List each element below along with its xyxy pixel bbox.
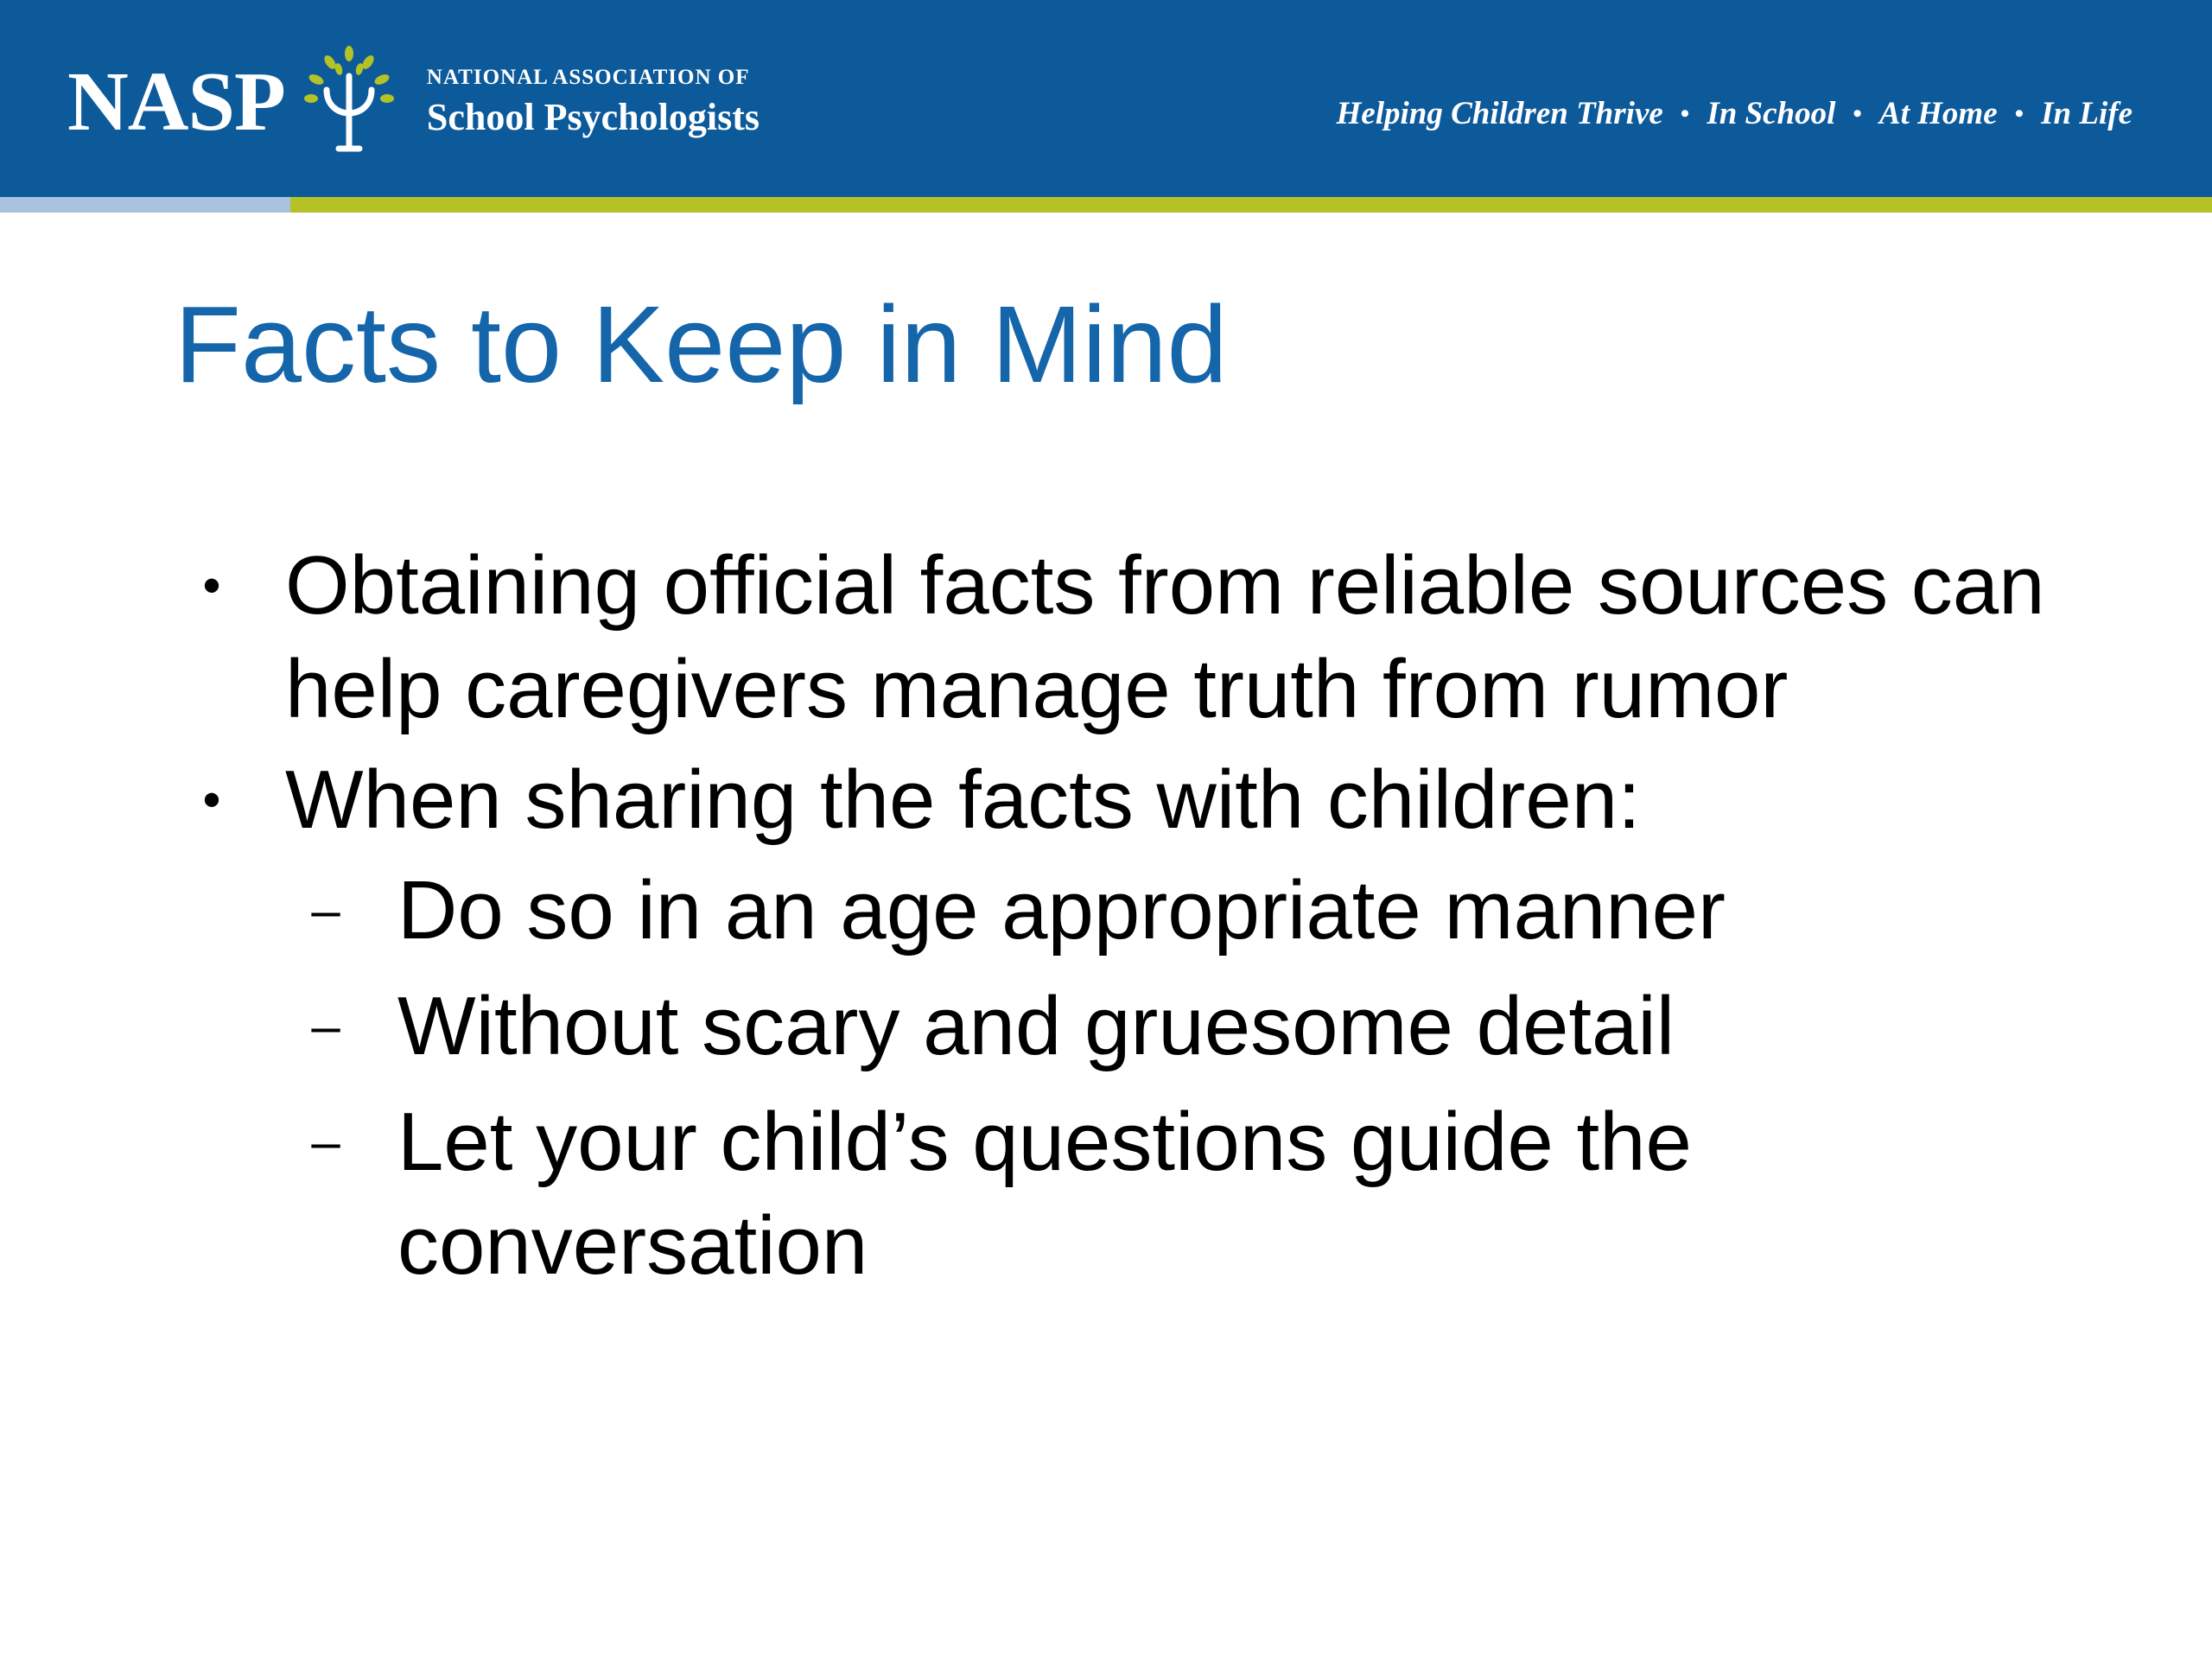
tagline-part-1: Helping Children Thrive xyxy=(1336,96,1663,131)
tagline-separator: • xyxy=(2014,99,2024,128)
logo-line-1: NATIONAL ASSOCIATION OF xyxy=(426,66,750,90)
sub-bullet-dash: – xyxy=(311,1113,340,1171)
tagline-part-4: In Life xyxy=(2041,96,2133,131)
bullet-dot: • xyxy=(202,771,221,829)
sub-bullet-text: Without scary and gruesome detail xyxy=(397,980,1675,1072)
sub-bullet-item xyxy=(190,1090,2091,1298)
sub-bullet-dash: – xyxy=(311,881,340,939)
bullet-item xyxy=(190,748,2091,852)
psi-tree-icon xyxy=(289,41,410,162)
nasp-logo xyxy=(67,41,760,162)
accent-stripe-light xyxy=(0,197,290,213)
tagline xyxy=(1337,95,2133,132)
tagline-part-2: In School xyxy=(1707,96,1836,131)
tagline-separator: • xyxy=(1680,99,1690,128)
bullet-text: Obtaining official facts from reliable sources can help caregivers manage truth from rumor xyxy=(285,539,2045,735)
logo-line-2: School Psychologists xyxy=(426,95,760,138)
logo-wordmark xyxy=(427,64,760,139)
tagline-part-3: At Home xyxy=(1878,96,1998,131)
header-bar xyxy=(0,0,2212,197)
slide-title: Facts to Keep in Mind xyxy=(175,283,1228,405)
bullet-text: When sharing the facts with children: xyxy=(285,753,1641,846)
sub-bullet-item xyxy=(190,859,2091,963)
slide-body xyxy=(190,534,2091,1310)
accent-stripe-green xyxy=(290,197,2212,213)
tagline-separator: • xyxy=(1853,99,1862,128)
sub-bullet-item xyxy=(190,975,2091,1078)
sub-bullet-dash: – xyxy=(311,997,340,1055)
sub-bullet-text: Let your child’s questions guide the conversation xyxy=(397,1096,1692,1292)
sub-bullet-text: Do so in an age appropriate manner xyxy=(397,864,1726,957)
bullet-item xyxy=(190,534,2091,741)
bullet-dot: • xyxy=(202,556,221,614)
logo-acronym: NASP xyxy=(67,55,285,149)
